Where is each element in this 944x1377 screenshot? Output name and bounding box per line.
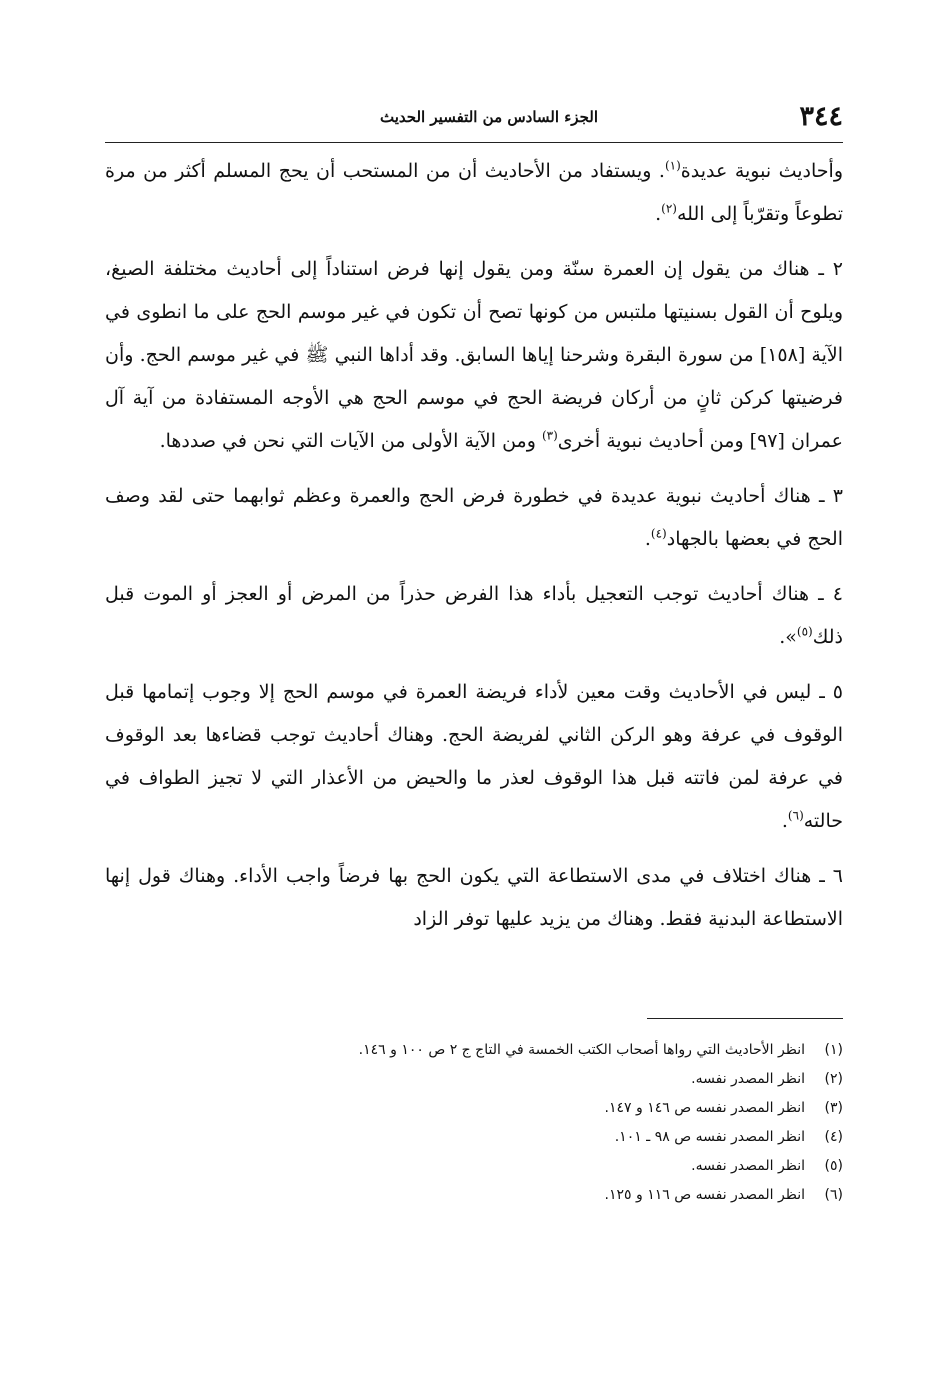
footnote-number: (٢) (824, 1071, 843, 1087)
paragraph-text: وأحاديث نبوية عديدة (680, 160, 844, 182)
paragraph-text: . (655, 203, 662, 225)
footnote (143, 1036, 843, 1065)
footnote-reference: (٢) (661, 201, 677, 216)
footnote-text: انظر الأحاديث التي رواها أصحاب الكتب الخمسة في التاج ج ٢ ص ١٠٠ و ١٤٦. (358, 1042, 805, 1058)
paragraph-text: . ويستفاد من الأحاديث أن من المستحب أن يحج المسلم أكثر من مرة تطوعاً وتقرّباً إلى الله (105, 160, 843, 225)
footnote-number: (١) (824, 1042, 843, 1058)
footnote (143, 1123, 843, 1152)
footnote-text: انظر المصدر نفسه ص ١١٦ و ١٢٥. (604, 1187, 805, 1203)
footnote-text: انظر المصدر نفسه. (691, 1071, 805, 1087)
paragraph-text: ٤ ـ هناك أحاديث توجب التعجيل بأداء هذا الفرض حذراً من المرض أو العجز أو الموت قبل ذلك (105, 583, 843, 648)
paragraph-text: ٥ ـ ليس في الأحاديث وقت معين لأداء فريضة العمرة في موسم الحج إلا وجوب إتمامها قبل الوقوف في عرفة وهو الركن الثاني لفريضة الحج. وهناك أحاديث توجب قضاءها بعد الوقوف في عرفة لمن فاتته قبل هذا الوقوف لعذر ما والحيض من الأعذار التي لا تجيز الطواف في حالته (105, 681, 843, 832)
paragraph-text: ٣ ـ هناك أحاديث نبوية عديدة في خطورة فرض الحج والعمرة وعظم ثوابهما حتى لقد وصف الحج في بعضها بالجهاد (105, 485, 843, 550)
footnote-reference: (٦) (787, 808, 804, 823)
paragraph (105, 671, 843, 843)
footnote-text: انظر المصدر نفسه ص ٩٨ ـ ١٠١. (614, 1129, 805, 1145)
footnote (143, 1152, 843, 1181)
footnote-number: (٥) (824, 1158, 843, 1174)
paragraph-text: . (644, 528, 651, 550)
footnote-text: انظر المصدر نفسه. (691, 1158, 805, 1174)
footnote-number: (٣) (824, 1100, 843, 1116)
paragraph (105, 855, 843, 941)
footnote (143, 1094, 843, 1123)
footnote-reference: (١) (664, 158, 681, 173)
footnote (143, 1065, 843, 1094)
paragraph-text: . (781, 810, 788, 832)
paragraph-text: ٦ ـ هناك اختلاف في مدى الاستطاعة التي يكون الحج بها فرضاً واجب الأداء. وهناك قول إنها الاستطاعة البدنية فقط. وهناك من يزيد عليها توفر الزاد (105, 865, 843, 930)
footnote-reference: (٣) (541, 428, 558, 443)
paragraph (105, 150, 843, 236)
paragraph (105, 573, 843, 659)
running-title: الجزء السادس من التفسير الحديث (379, 108, 598, 126)
footnote-text: انظر المصدر نفسه ص ١٤٦ و ١٤٧. (604, 1100, 805, 1116)
footnote-reference: (٥) (796, 624, 813, 639)
paragraph-text: ومن الآية الأولى من الآيات التي نحن في صددها. (159, 430, 542, 452)
footnotes (143, 1036, 843, 1210)
main-text (105, 150, 843, 953)
header-divider (105, 142, 843, 143)
paragraph-text: ٢ ـ هناك من يقول إن العمرة سنّة ومن يقول إنها فرض استناداً إلى أحاديث مختلفة الصيغ، ويلوح أن القول بسنيتها ملتبس من كونها تصح أن تكون في غير موسم الحج على ما انطوى في الآية [١٥٨] من سورة البقرة وشرحنا إياها السابق. وقد أداها النبي ﷺ في غير موسم الحج. وأن فرضيتها كركن ثانٍ من أركان فريضة الحج في موسم الحج هي الأوجه المستفادة من آية آل عمران [٩٧] ومن أحاديث نبوية أخرى (105, 258, 843, 452)
running-header (105, 100, 843, 134)
paragraph (105, 475, 843, 561)
footnote (143, 1181, 843, 1210)
footnote-divider (647, 1018, 843, 1019)
page-number: ٣٤٤ (799, 101, 843, 132)
footnote-reference: (٤) (650, 526, 667, 541)
footnote-number: (٦) (824, 1187, 843, 1203)
footnote-number: (٤) (824, 1129, 843, 1145)
paragraph (105, 248, 843, 463)
paragraph-text: ». (779, 626, 797, 648)
